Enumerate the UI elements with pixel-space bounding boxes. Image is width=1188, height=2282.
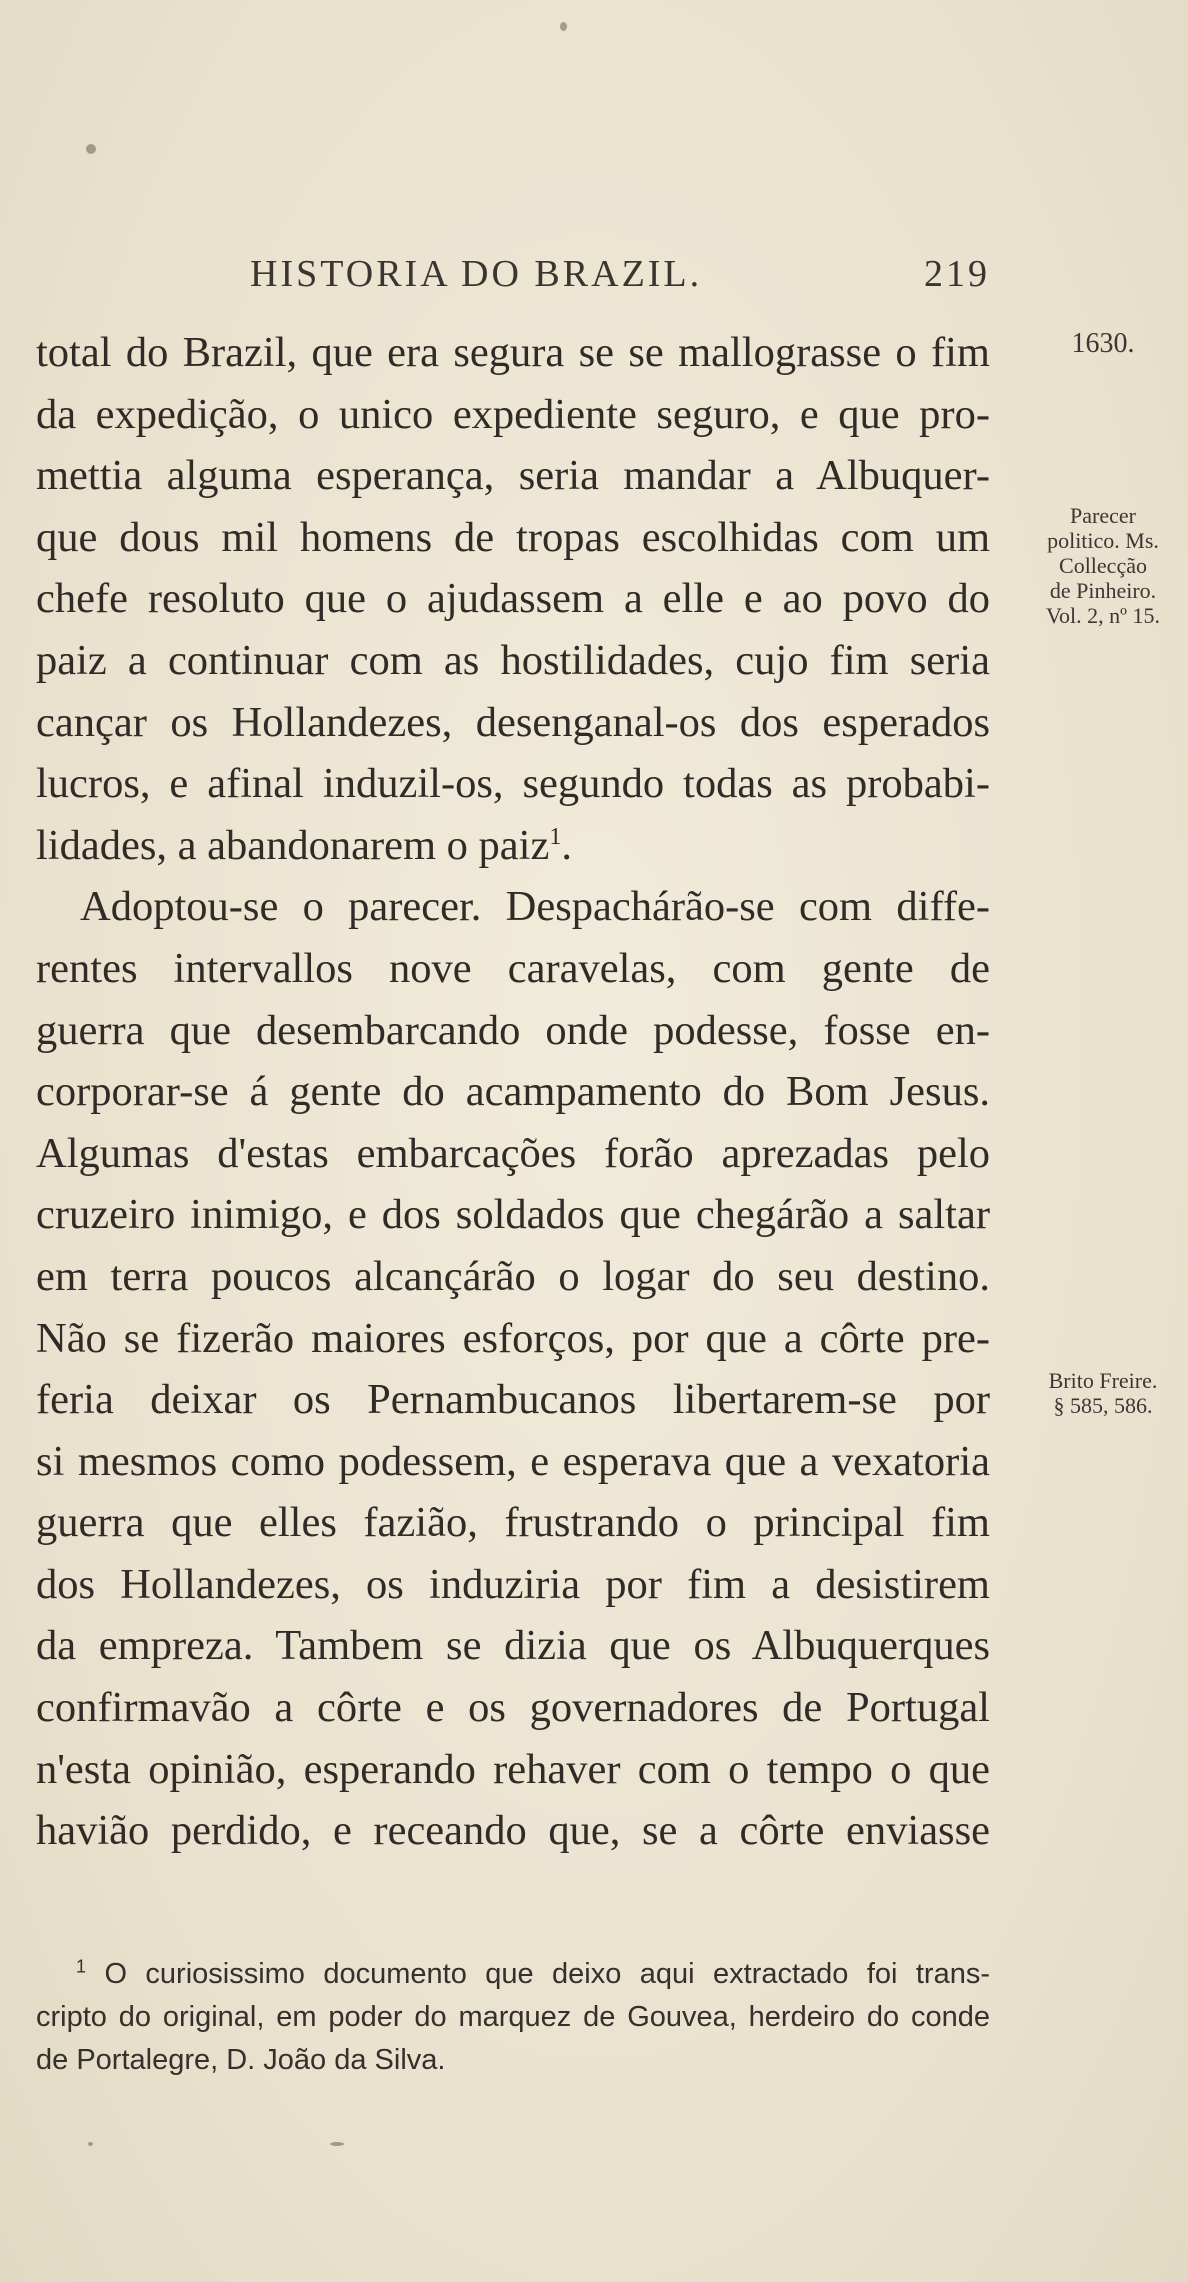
- text-line: feria deixar os Pernambucanos libertarem-se por: [36, 1376, 990, 1424]
- text-line: guerra que elles fazião, frustrando o principal fim: [36, 1499, 990, 1547]
- text-line: rentes intervallos nove caravelas, com gente de: [36, 944, 990, 992]
- text-line: Adoptou-se o parecer. Despachárão-se com diffe-: [80, 883, 990, 931]
- text-line: que dous mil homens de tropas escolhidas com um: [36, 513, 990, 561]
- text-line: havião perdido, e receando que, se a côrte enviasse: [36, 1807, 990, 1855]
- footnote-reference: 1: [549, 823, 562, 850]
- footnote-line: [36, 1953, 990, 1996]
- text-line: [36, 815, 990, 877]
- running-header: [250, 252, 990, 296]
- ink-speck: [560, 22, 567, 31]
- text-line: da empreza. Tambem se dizia que os Albuquerques: [36, 1622, 990, 1670]
- margin-note-line: Parecer: [1070, 503, 1136, 528]
- text-line: cançar os Hollandezes, desenganal-os dos esperados: [36, 698, 990, 746]
- text-line: guerra que desembarcando onde podesse, fosse en-: [36, 1006, 990, 1054]
- margin-note-line: Collecção: [1059, 553, 1147, 578]
- body-text: [36, 322, 990, 1862]
- text-line: Algumas d'estas embarcações forão aprezadas pelo: [36, 1129, 990, 1177]
- footnote-line-content: O curiosissimo documento que deixo aqui extractado foi trans-: [104, 1958, 990, 1990]
- margin-note-brito: [1018, 1368, 1188, 1418]
- footnote: [36, 1953, 990, 2082]
- text-line: n'esta opinião, esperando rehaver com o tempo o que: [36, 1745, 990, 1793]
- text-line: lucros, e afinal induzil-os, segundo todas as probabi-: [36, 760, 990, 808]
- text-line: chefe resoluto que o ajudassem a elle e ao povo do: [36, 575, 990, 623]
- ink-speck: [86, 144, 96, 154]
- text-line: cruzeiro inimigo, e dos soldados que chegárão a saltar: [36, 1191, 990, 1239]
- text-line: dos Hollandezes, os induziria por fim a desistirem: [36, 1560, 990, 1608]
- text-line: Não se fizerão maiores esforços, por que a côrte pre-: [36, 1314, 990, 1362]
- text-line: total do Brazil, que era segura se se mallograsse o fim: [36, 329, 990, 376]
- footnote-marker: 1: [76, 1956, 87, 1977]
- text-line: confirmavão a côrte e os governadores de Portugal: [36, 1684, 990, 1732]
- margin-note-line: politico. Ms.: [1047, 528, 1159, 553]
- margin-note-line: de Pinheiro.: [1049, 578, 1157, 603]
- ink-speck: [330, 2142, 344, 2146]
- margin-note-line: Brito Freire.: [1048, 1368, 1158, 1393]
- running-title: HISTORIA DO BRAZIL.: [250, 253, 703, 295]
- page-number: 219: [924, 253, 990, 295]
- margin-note-line: Vol. 2, nº 15.: [1046, 603, 1160, 628]
- text-line: em terra poucos alcançárão o logar do seu destino.: [36, 1252, 990, 1300]
- footnote-line: cripto do original, em poder do marquez de Gouvea, herdeiro do conde: [36, 2001, 990, 2033]
- margin-note-line: § 585, 586.: [1053, 1393, 1153, 1418]
- text-line-content: lidades, a abandonarem o paiz: [36, 821, 550, 869]
- text-line: da expedição, o unico expediente seguro, e que pro-: [36, 390, 990, 438]
- footnote-line: de Portalegre, D. João da Silva.: [36, 2044, 446, 2076]
- text-line: si mesmos como podessem, e esperava que a vexatoria: [36, 1437, 990, 1485]
- text-line: paiz a continuar com as hostilidades, cujo fim seria: [36, 636, 990, 684]
- margin-note-source: [1018, 503, 1188, 628]
- sentence-end: .: [561, 821, 572, 869]
- margin-year: 1630.: [1071, 328, 1135, 359]
- text-line: corporar-se á gente do acampamento do Bom Jesus.: [36, 1068, 990, 1116]
- ink-speck: [88, 2142, 93, 2146]
- text-line: mettia alguma esperança, seria mandar a Albuquer-: [36, 452, 990, 500]
